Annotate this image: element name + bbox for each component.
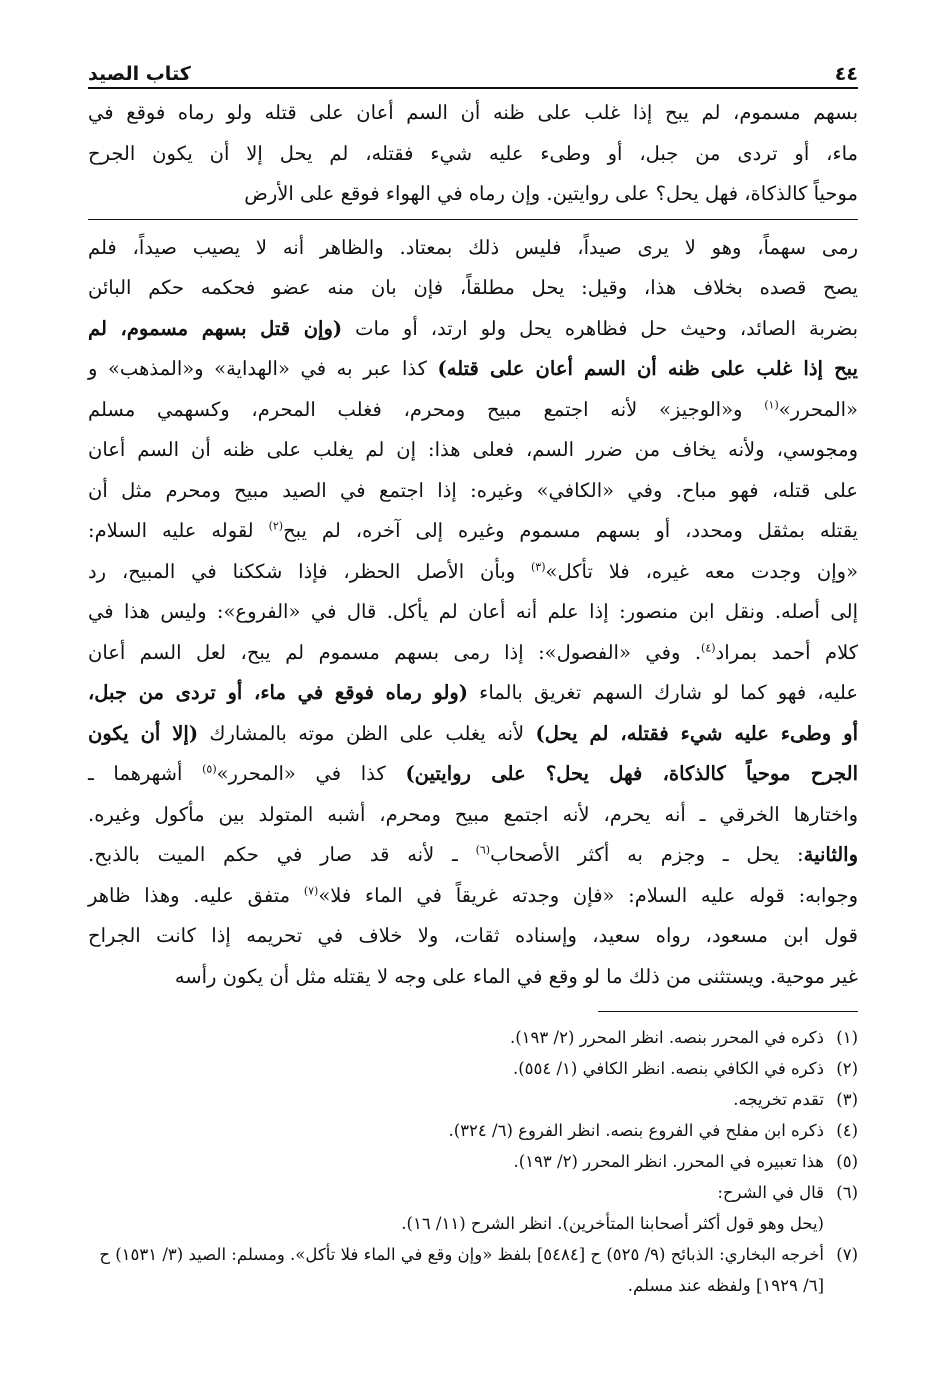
footnote-ref[interactable]: (٢) xyxy=(268,519,284,533)
footnote-number: (٦) xyxy=(836,1183,858,1202)
page-number: ٤٤ xyxy=(834,63,858,85)
footnote xyxy=(88,1239,858,1301)
commentary-text xyxy=(88,228,858,998)
commentary-line: إلى أصله. ونقل ابن منصور: إذا علم أنه أعان لم يأكل. قال في «الفروع»: وليس هذا في xyxy=(88,600,858,623)
footnote-ref[interactable]: (٧) xyxy=(303,884,319,897)
footnote-separator xyxy=(598,1011,858,1012)
footnote-text: قال في الشرح: xyxy=(717,1183,824,1202)
footnote-text: ذكره في الكافي بنصه. انظر الكافي (١/ ٥٥٤). xyxy=(512,1059,824,1078)
commentary-line: رمى سهماً، وهو لا يرى صيداً، فليس ذلك بمعتاد. والظاهر أنه لا يصيب صيداً، فلم xyxy=(88,235,858,259)
commentary-line: على قتله، فهو مباح. وفي «الكافي» وغيره: إذا اجتمع في الصيد مبيح ومحرم مثل أن xyxy=(88,478,858,502)
footnote-number: (٣) xyxy=(836,1090,858,1109)
matn-quote: يبح إذا غلب على ظنه أن السم أعان على قتله) xyxy=(437,357,858,380)
commentary-line: عليه، فهو كما لو شارك السهم تغريق بالماء (ولو رماه فوقع في ماء، أو تردى من جبل، xyxy=(88,681,858,704)
footnote-ref[interactable]: (٤) xyxy=(701,641,716,654)
footnote-number: (٧) xyxy=(836,1245,858,1264)
commentary-line: وجوابه: قوله عليه السلام: «فإن وجدته غريقاً في الماء فلا»$^{(٧)}$ متفق عليه. وهذا ظاهر xyxy=(88,883,858,907)
commentary-line: يصح قصده بخلاف هذا، وقيل: يحل مطلقاً، فإن بان منه عضو فحكمه حكم البائن xyxy=(88,276,858,299)
footnote xyxy=(88,1022,858,1053)
matn-quote: (وإن قتل بسهم مسموم، لم xyxy=(88,316,343,340)
page-header xyxy=(88,55,858,85)
footnote-text: تقدم تخريجه. xyxy=(733,1090,824,1109)
matn-quote: أو وطىء عليه شيء فقتله، لم يحل) xyxy=(535,721,858,745)
footnote-number: (٥) xyxy=(836,1152,858,1171)
matn-line: بسهم مسموم، لم يبح إذا غلب على ظنه أن السم أعان على قتله ولو رماه فوقع في xyxy=(88,101,858,124)
footnote xyxy=(88,1115,858,1146)
commentary-line: بضربة الصائد، وحيث حل فظاهره يحل ولو ارتد، أو مات (وإن قتل بسهم مسموم، لم xyxy=(88,316,858,340)
commentary-line: أو وطىء عليه شيء فقتله، لم يحل) لأنه يغلب على الظن موته بالمشارك (إلا أن يكون xyxy=(88,721,858,745)
matn-quote: الجرح موحياً كالذكاة، فهل يحل؟ على روايتين) xyxy=(405,762,858,785)
footnote-ref[interactable]: (١) xyxy=(764,398,779,411)
footnote-number: (٤) xyxy=(836,1121,858,1140)
commentary-line: «وإن وجدت معه غيره، فلا تأكل»$^{(٣)}$ وبأن الأصل الحظر، فإذا شككنا في المبيح، رد xyxy=(88,559,859,583)
footnote-quote: (يحل وهو قول أكثر أصحابنا المتأخرين). انظر الشرح (١١/ ١٦). xyxy=(401,1214,824,1233)
matn-quote: (إلا أن يكون xyxy=(88,721,199,745)
footnote xyxy=(88,1146,858,1177)
footnote-text: ذكره في المحرر بنصه. انظر المحرر (٢/ ١٩٣). xyxy=(509,1028,824,1047)
commentary-line: واختارها الخرقي ـ أنه يحرم، لأنه اجتمع مبيح ومحرم، أشبه المتولد بين مأكول وغيره. xyxy=(88,802,858,826)
footnote xyxy=(88,1053,858,1084)
commentary-line: والثانية: يحل ـ وجزم به أكثر الأصحاب$^{(٦)}$ ـ لأنه قد صار في حكم الميت بالذبح. xyxy=(88,843,858,866)
header-rule xyxy=(88,87,858,89)
matn-line: موحياً كالذكاة، فهل يحل؟ على روايتين. وإن رماه في الهواء فوقع على الأرض xyxy=(244,182,858,205)
commentary-line: يبح إذا غلب على ظنه أن السم أعان على قتله) كذا عبر به في «الهداية» و«المذهب» و xyxy=(88,357,858,380)
commentary-line: قول ابن مسعود، رواه سعيد، وإسناده ثقات، ولا خلاف في تحريمه إذا كانت الجراح xyxy=(88,924,858,947)
matn-separator xyxy=(88,219,858,220)
footnote-number: (١) xyxy=(836,1028,858,1047)
footnote-text: ذكره ابن مفلح في الفروع بنصه. انظر الفروع (٦/ ٣٢٤). xyxy=(448,1121,824,1140)
commentary-line: غير موحية. ويستثنى من ذلك ما لو وقع في الماء على وجه لا يقتله مثل أن يكون رأسه xyxy=(174,964,858,988)
footnote-ref[interactable]: (٦) xyxy=(475,843,491,857)
matn-text xyxy=(88,93,858,215)
matn-quote: (ولو رماه فوقع في ماء، أو تردى من جبل، xyxy=(88,681,469,704)
book-page xyxy=(88,55,858,1301)
commentary-line: ومجوسي، ولأنه يخاف من ضرر السم، فعلى هذا: إن لم يغلب على ظنه أن السم أعان xyxy=(88,438,858,461)
section-label: والثانية xyxy=(803,843,858,866)
commentary-line: «المحرر»$^{(١)}$ و«الوجيز» لأنه اجتمع مبيح ومحرم، فغلب المحرم، وكسهمي مسلم xyxy=(88,397,858,421)
footnotes xyxy=(88,1022,858,1301)
footnote-ref[interactable]: (٣) xyxy=(531,560,546,573)
footnote xyxy=(88,1084,858,1115)
footnote-text: هذا تعبيره في المحرر. انظر المحرر (٢/ ١٩٣). xyxy=(513,1152,824,1171)
footnote-text: أخرجه البخاري: الذبائح (٩/ ٥٢٥) ح [٥٤٨٤] بلفظ «وإن وقع في الماء فلا تأكل». ومسلم: الصيد (٣/ ١٥٣١) ح [٦/ ١٩٢٩] ولفظه عند مسلم. xyxy=(99,1245,824,1295)
commentary-line: الجرح موحياً كالذكاة، فهل يحل؟ على روايتين) كذا في «المحرر»$^{(٥)}$ أشهرهما ـ xyxy=(88,762,858,785)
commentary-line: كلام أحمد بمراد$^{(٤)}$. وفي «الفصول»: إذا رمى بسهم مسموم لم يبح، لعل السم أعان xyxy=(88,640,859,664)
commentary-line: يقتله بمثقل ومحدد، أو بسهم مسموم وغيره إلى آخره، لم يبح$^{(٢)}$ لقوله عليه السلام: xyxy=(88,519,858,542)
book-title: كتاب الصيد xyxy=(88,63,191,85)
footnote xyxy=(88,1177,858,1208)
matn-line: ماء، أو تردى من جبل، أو وطىء عليه شيء فقتله، لم يحل إلا أن يكون الجرح xyxy=(88,141,858,165)
footnote-number: (٢) xyxy=(836,1059,858,1078)
footnote-ref[interactable]: (٥) xyxy=(202,762,217,776)
